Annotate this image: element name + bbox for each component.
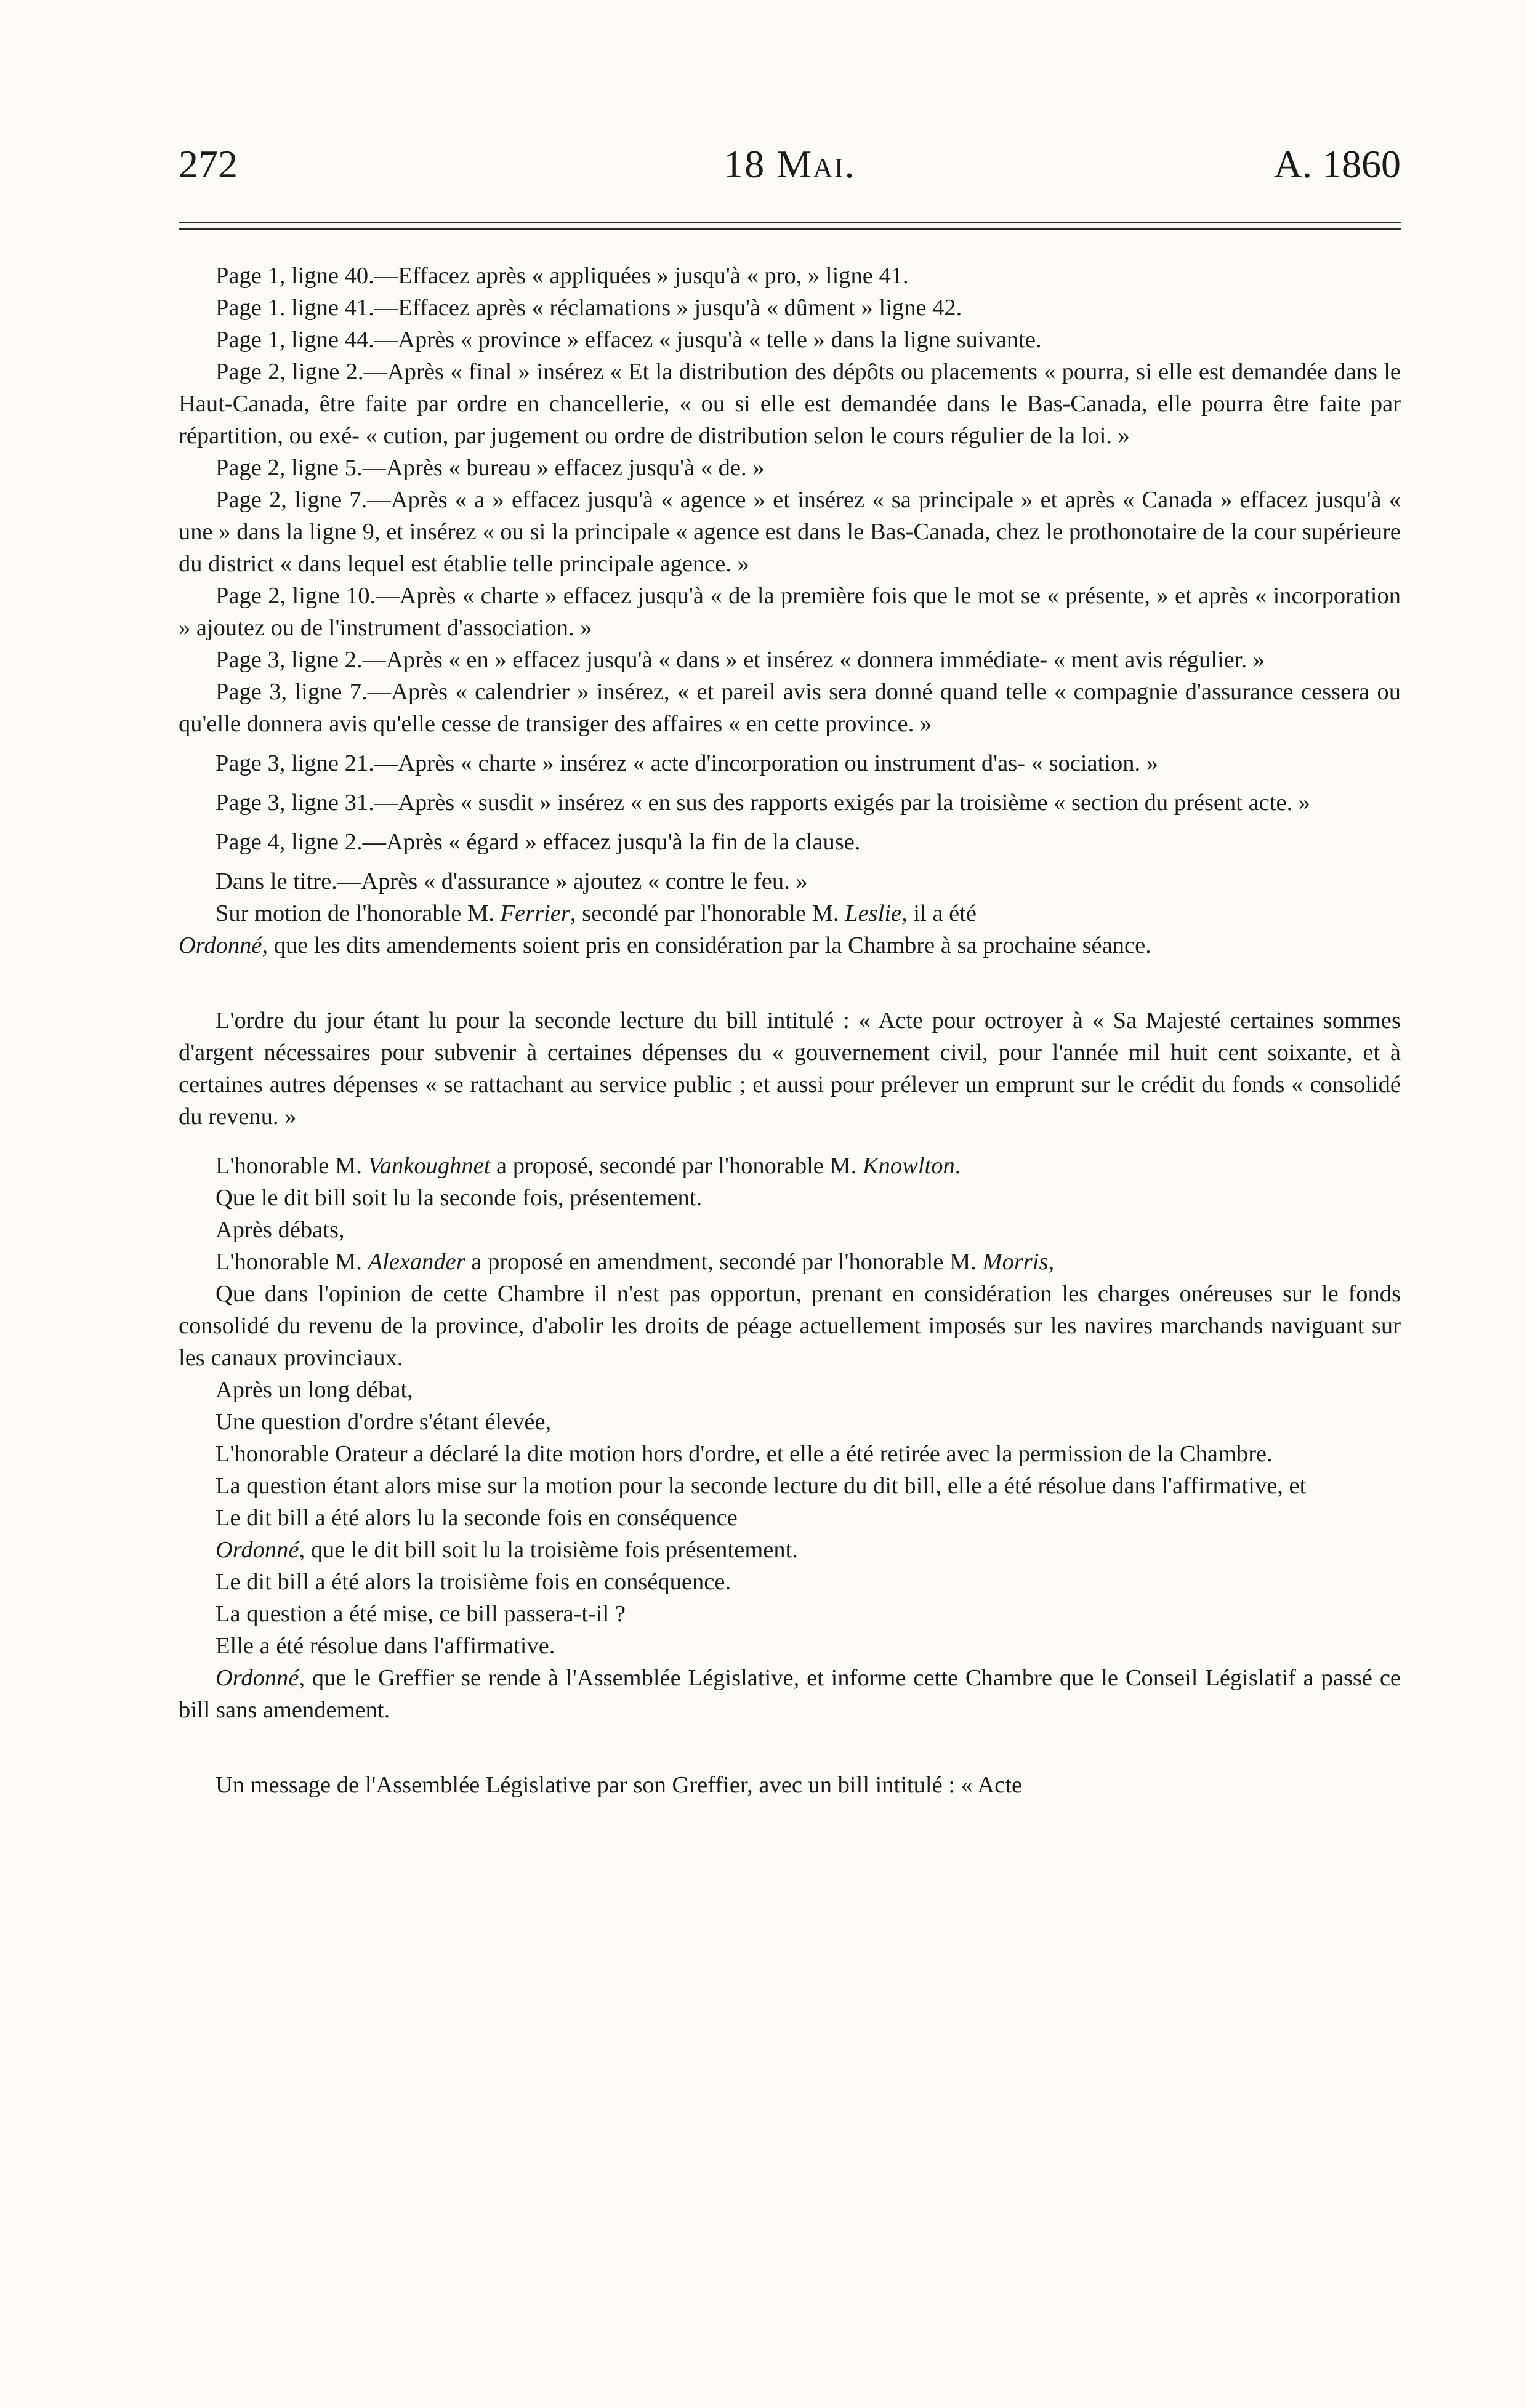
amendment-item: Page 3, ligne 2.—Après « en » effacez jusqu'à « dans » et insérez « donnera immédiate- « ment avis régulier. » bbox=[216, 647, 1265, 673]
page-number: 272 bbox=[179, 142, 238, 186]
member-name: Vankoughnet bbox=[368, 1153, 491, 1179]
motion-paragraph bbox=[179, 1150, 1401, 1182]
member-name: Alexander bbox=[368, 1249, 465, 1275]
amendment-item: Dans le titre.—Après « d'assurance » ajoutez « contre le feu. » bbox=[216, 869, 808, 894]
amendment-item: Page 1, ligne 40.—Effacez après « appliquées » jusqu'à « pro, » ligne 41. bbox=[216, 263, 909, 289]
member-name: Ferrier bbox=[500, 901, 570, 926]
order-lead: Ordonné bbox=[179, 933, 262, 958]
motion-text: Sur motion de l'honorable M. bbox=[216, 901, 501, 926]
resolved-paragraph: Elle a été résolue dans l'affirmative. bbox=[216, 1633, 555, 1659]
amendment-item: Page 3, ligne 7.—Après « calendrier » insérez, « et pareil avis sera donné quand telle « compagnie d'assurance cessera ou qu'elle donnera avis qu'elle cesse de transiger des affaires « en cette province. » bbox=[179, 679, 1401, 737]
amendment-motion-paragraph bbox=[179, 1246, 1401, 1278]
header-rule-top bbox=[179, 222, 1401, 223]
amendment-item: Page 2, ligne 7.—Après « a » effacez jusqu'à « agence » et insérez « sa principale » et après « Canada » effacez jusqu'à « une » dans la ligne 9, et insérez « ou si la principale « agence est dans le Bas-Canada, chez le prothonotaire de la cour supérieure du district « dans lequel est établie telle principale agence. » bbox=[179, 487, 1401, 577]
motion-text: a proposé, secondé par l'honorable M. bbox=[490, 1153, 863, 1179]
amendment-item: Page 1, ligne 44.—Après « province » effacez « jusqu'à « telle » dans la ligne suivante. bbox=[216, 327, 1042, 353]
order-question-paragraph: Une question d'ordre s'étant élevée, bbox=[216, 1409, 552, 1435]
motion-text: a proposé en amendment, secondé par l'honorable M. bbox=[465, 1249, 983, 1275]
order-text: , que les dits amendements soient pris en considération par la Chambre à sa prochaine séance. bbox=[262, 933, 1151, 958]
amendment-item: Page 2, ligne 10.—Après « charte » effacez jusqu'à « de la première fois que le mot se « présente, » et après « incorporation » ajoutez ou de l'instrument d'association. » bbox=[179, 583, 1401, 641]
order-paragraph bbox=[179, 1662, 1401, 1726]
motion-text: , secondé par l'honorable M. bbox=[570, 901, 845, 926]
third-reading-paragraph: Le dit bill a été alors la troisième fois en conséquence. bbox=[216, 1569, 731, 1595]
header-rule-bottom bbox=[179, 228, 1401, 230]
second-reading-paragraph: Le dit bill a été alors lu la seconde fois en conséquence bbox=[216, 1505, 738, 1531]
amendment-text-paragraph: Que dans l'opinion de cette Chambre il n'est pas opportun, prenant en considération les charges onéreuses sur le fonds consolidé du revenu de la province, d'abolir les droits de péage actuellement imposés sur les navires marchands naviguant sur les canaux provinciaux. bbox=[179, 1281, 1401, 1371]
debate-paragraph: Après un long débat, bbox=[216, 1377, 413, 1403]
order-lead: Ordonné bbox=[216, 1537, 299, 1563]
question-put-paragraph: La question étant alors mise sur la motion pour la seconde lecture du dit bill, elle a été résolue dans l'affirmative, et bbox=[216, 1473, 1307, 1499]
debate-paragraph: Après débats, bbox=[216, 1217, 345, 1243]
order-of-day-paragraph: L'ordre du jour étant lu pour la seconde lecture du bill intitulé : « Acte pour octroyer à « Sa Majesté certaines sommes d'argent nécessaires pour subvenir à certaines dépenses du « gouvernement civil, pour l'année mil huit cent soixante, et à certaines autres dépenses « se rattachant au service public ; et aussi pour prélever un emprunt sur le crédit du fonds « consolidé du revenu. » bbox=[179, 1008, 1401, 1130]
running-title: 18 Mai. bbox=[723, 142, 856, 186]
amendment-item: Page 1. ligne 41.—Effacez après « réclamations » jusqu'à « dûment » ligne 42. bbox=[216, 295, 962, 321]
amendment-item: Page 4, ligne 2.—Après « égard » effacez jusqu'à la fin de la clause. bbox=[216, 829, 861, 855]
amendment-item: Page 2, ligne 5.—Après « bureau » effacez jusqu'à « de. » bbox=[216, 455, 765, 481]
header-double-rule bbox=[179, 222, 1401, 230]
member-name: Leslie bbox=[845, 901, 902, 926]
document-page bbox=[179, 117, 1401, 1801]
amendment-item: Page 3, ligne 21.—Après « charte » insérez « acte d'incorporation ou instrument d'as- « sociation. » bbox=[216, 750, 1158, 776]
order-text: , que le dit bill soit lu la troisième fois présentement. bbox=[299, 1537, 798, 1563]
order-lead: Ordonné bbox=[216, 1665, 299, 1691]
amendment-item: Page 3, ligne 31.—Après « susdit » insérez « en sus des rapports exigés par la troisième « section du présent acte. » bbox=[216, 790, 1311, 816]
order-paragraph bbox=[179, 929, 1401, 961]
member-name: Knowlton bbox=[862, 1153, 955, 1179]
year-label: A. 1860 bbox=[1273, 142, 1401, 186]
motion-text-paragraph: Que le dit bill soit lu la seconde fois, présentement. bbox=[216, 1185, 703, 1211]
message-paragraph: Un message de l'Assemblée Législative par son Greffier, avec un bill intitulé : « Acte bbox=[216, 1772, 1023, 1798]
amendment-item: Page 2, ligne 2.—Après « final » insérez « Et la distribution des dépôts ou placements « pourra, si elle est demandée dans le Haut-Canada, être faite par ordre en chancellerie, « ou si elle est demandée dans le Bas-Canada, elle pourra être faite par répartition, ou exé- « cution, par jugement ou ordre de distribution selon le cours régulier de la loi. » bbox=[179, 359, 1401, 449]
order-paragraph bbox=[179, 1534, 1401, 1566]
motion-text: , bbox=[1048, 1249, 1055, 1275]
motion-text: . bbox=[954, 1153, 961, 1179]
motion-text: , il a été bbox=[901, 901, 977, 926]
speaker-ruling-paragraph: L'honorable Orateur a déclaré la dite motion hors d'ordre, et elle a été retirée avec la permission de la Chambre. bbox=[216, 1441, 1273, 1467]
body-text bbox=[179, 260, 1401, 1801]
motion-paragraph bbox=[179, 897, 1401, 929]
question-pass-paragraph: La question a été mise, ce bill passera-t-il ? bbox=[216, 1601, 626, 1627]
motion-text: L'honorable M. bbox=[216, 1249, 368, 1275]
member-name: Morris bbox=[982, 1249, 1049, 1275]
page-header bbox=[179, 117, 1401, 197]
motion-text: L'honorable M. bbox=[216, 1153, 368, 1179]
order-text: , que le Greffier se rende à l'Assemblée Législative, et informe cette Chambre que le Conseil Législatif a passé ce bill sans amendement. bbox=[179, 1665, 1401, 1723]
